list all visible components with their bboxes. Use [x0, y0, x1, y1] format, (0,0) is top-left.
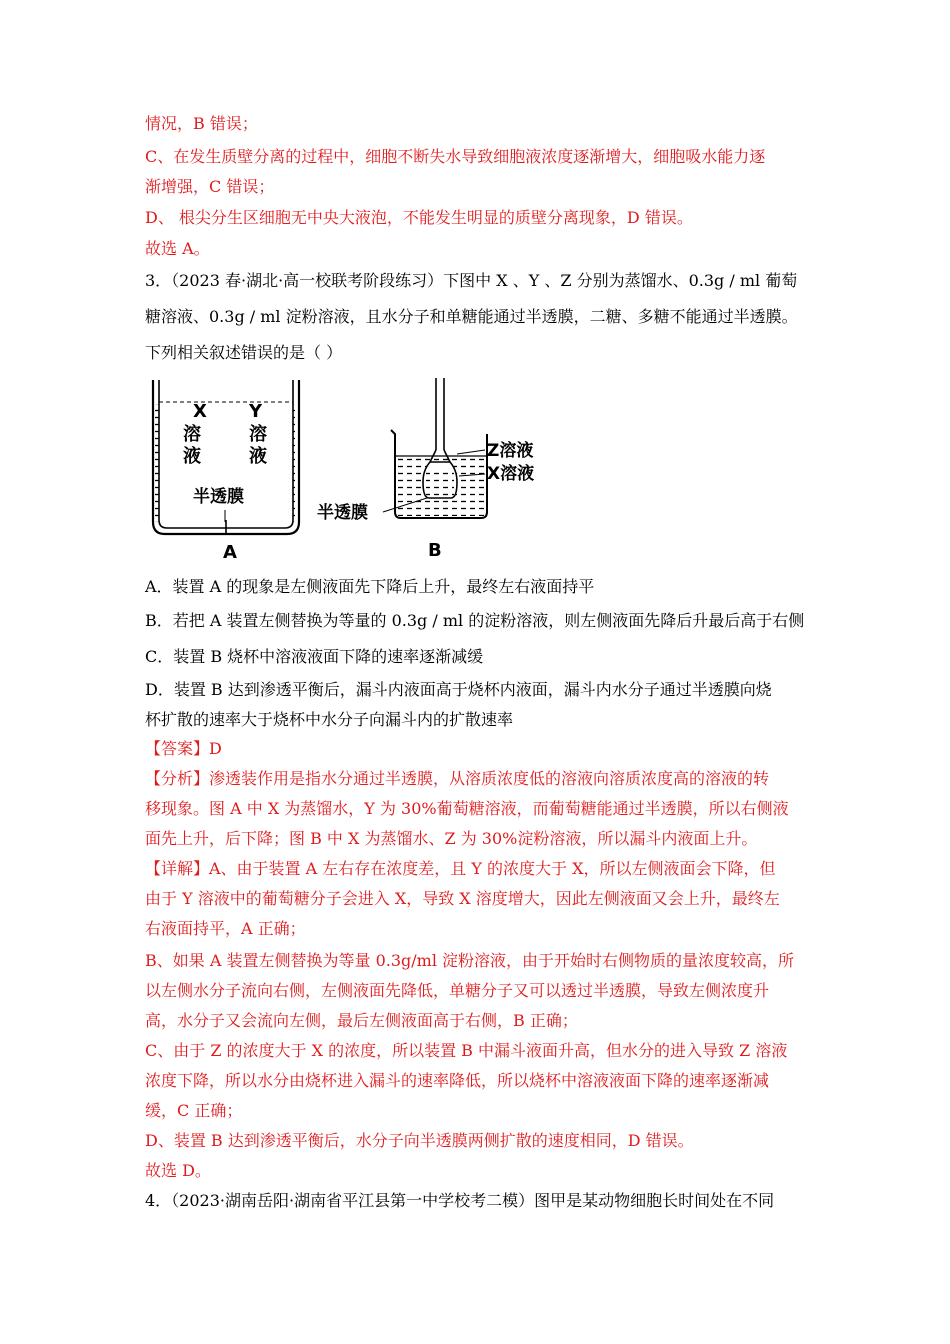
detail-line: 右液面持平，A 正确； [145, 919, 306, 938]
text-line: 故选 A。 [145, 239, 210, 258]
detail-line: 故选 D。 [145, 1161, 211, 1180]
option-b: B．若把 A 装置左侧替换为等量的 0.3g / ml 的淀粉溶液，则左侧液面先降后升最后高于右侧 [145, 611, 805, 630]
label-membrane-a: 半透膜 [193, 487, 244, 507]
caption-a: A [223, 542, 237, 563]
label-liquid: 液 [183, 446, 201, 467]
detail-line: 高，水分子又会流向左侧，最后左侧液面高于右侧，B 正确； [145, 1011, 578, 1030]
device-b [317, 378, 534, 561]
label-liquid: 液 [249, 446, 267, 467]
analysis-line: 面先上升，后下降；图 B 中 X 为蒸馏水、Z 为 30%淀粉溶液，所以漏斗内液面上升。 [145, 829, 758, 848]
text-line: C、在发生质壁分离的过程中，细胞不断失水导致细胞液浓度逐渐增大，细胞吸水能力逐 [145, 147, 766, 166]
detail-line: B、如果 A 装置左侧替换为等量 0.3g/ml 淀粉溶液，由于开始时右侧物质的量浓度较高，所 [145, 951, 795, 970]
label-sol: 溶 [183, 424, 201, 445]
option-c: C．装置 B 烧杯中溶液液面下降的速率逐渐减缓 [145, 647, 484, 666]
question-stem: 糖溶液、0.3g / ml 淀粉溶液，且水分子和单糖能通过半透膜，二糖、多糖不能通过半透膜。 [145, 307, 798, 326]
text-line: 情况，B 错误； [145, 114, 258, 133]
caption-b: B [428, 540, 442, 561]
label-membrane-b: 半透膜 [317, 503, 368, 523]
detail-line: 浓度下降，所以水分由烧杯进入漏斗的速率降低，所以烧杯中溶液液面下降的速率逐渐减 [145, 1071, 770, 1090]
detail-line: 【详解】A、由于装置 A 左右存在浓度差，且 Y 的浓度大于 X，所以左侧液面会下降，但 [145, 859, 776, 878]
detail-line: C、由于 Z 的浓度大于 X 的浓度，所以装置 B 中漏斗液面升高，但水分的进入导致 Z 溶液 [145, 1041, 788, 1060]
analysis-line: 【分析】渗透装作用是指水分通过半透膜，从溶质浓度低的溶液向溶质浓度高的溶液的转 [145, 769, 770, 788]
option-d: 杯扩散的速率大于烧杯中水分子向漏斗内的扩散速率 [145, 710, 514, 729]
analysis-line: 移现象。图 A 中 X 为蒸馏水，Y 为 30%葡萄糖溶液，而葡萄糖能通过半透膜，所以右侧液 [145, 799, 789, 818]
text-line: D、 根尖分生区细胞无中央大液泡，不能发生明显的质壁分离现象，D 错误。 [145, 208, 693, 227]
option-a: A．装置 A 的现象是左侧液面先下降后上升，最终左右液面持平 [145, 577, 595, 596]
question-stem: 4．（2023·湖南岳阳·湖南省平江县第一中学校考二模）图甲是某动物细胞长时间处在不同 [145, 1191, 775, 1210]
question-stem: 下列相关叙述错误的是（ ） [145, 343, 343, 362]
label-y: Y [249, 401, 263, 422]
device-a [153, 380, 299, 563]
detail-line: 缓，C 正确； [145, 1101, 243, 1120]
label-sol: 溶 [249, 424, 267, 445]
detail-line: 以左侧水分子流向右侧，左侧液面先降低，单糖分子又可以透过半透膜，导致左侧浓度升 [145, 981, 770, 1000]
question-stem: 3．（2023 春·湖北·高一校联考阶段练习）下图中 X 、Y 、Z 分别为蒸馏水、0.3g / ml 葡萄 [145, 271, 798, 290]
label-z-solution: Z溶液 [487, 441, 534, 461]
detail-line: 由于 Y 溶液中的葡萄糖分子会进入 X，导致 X 溶度增大，因此左侧液面又会上升，最终左 [145, 889, 780, 908]
option-d: D．装置 B 达到渗透平衡后，漏斗内液面高于烧杯内液面，漏斗内水分子通过半透膜向烧 [145, 680, 772, 699]
answer-line: 【答案】D [145, 739, 222, 758]
label-x-solution: X溶液 [487, 464, 535, 484]
label-x: X [193, 401, 207, 422]
detail-line: D、装置 B 达到渗透平衡后，水分子向半透膜两侧扩散的速度相同，D 错误。 [145, 1131, 694, 1150]
text-line: 渐增强，C 错误； [145, 177, 275, 196]
osmosis-figure [145, 372, 565, 567]
